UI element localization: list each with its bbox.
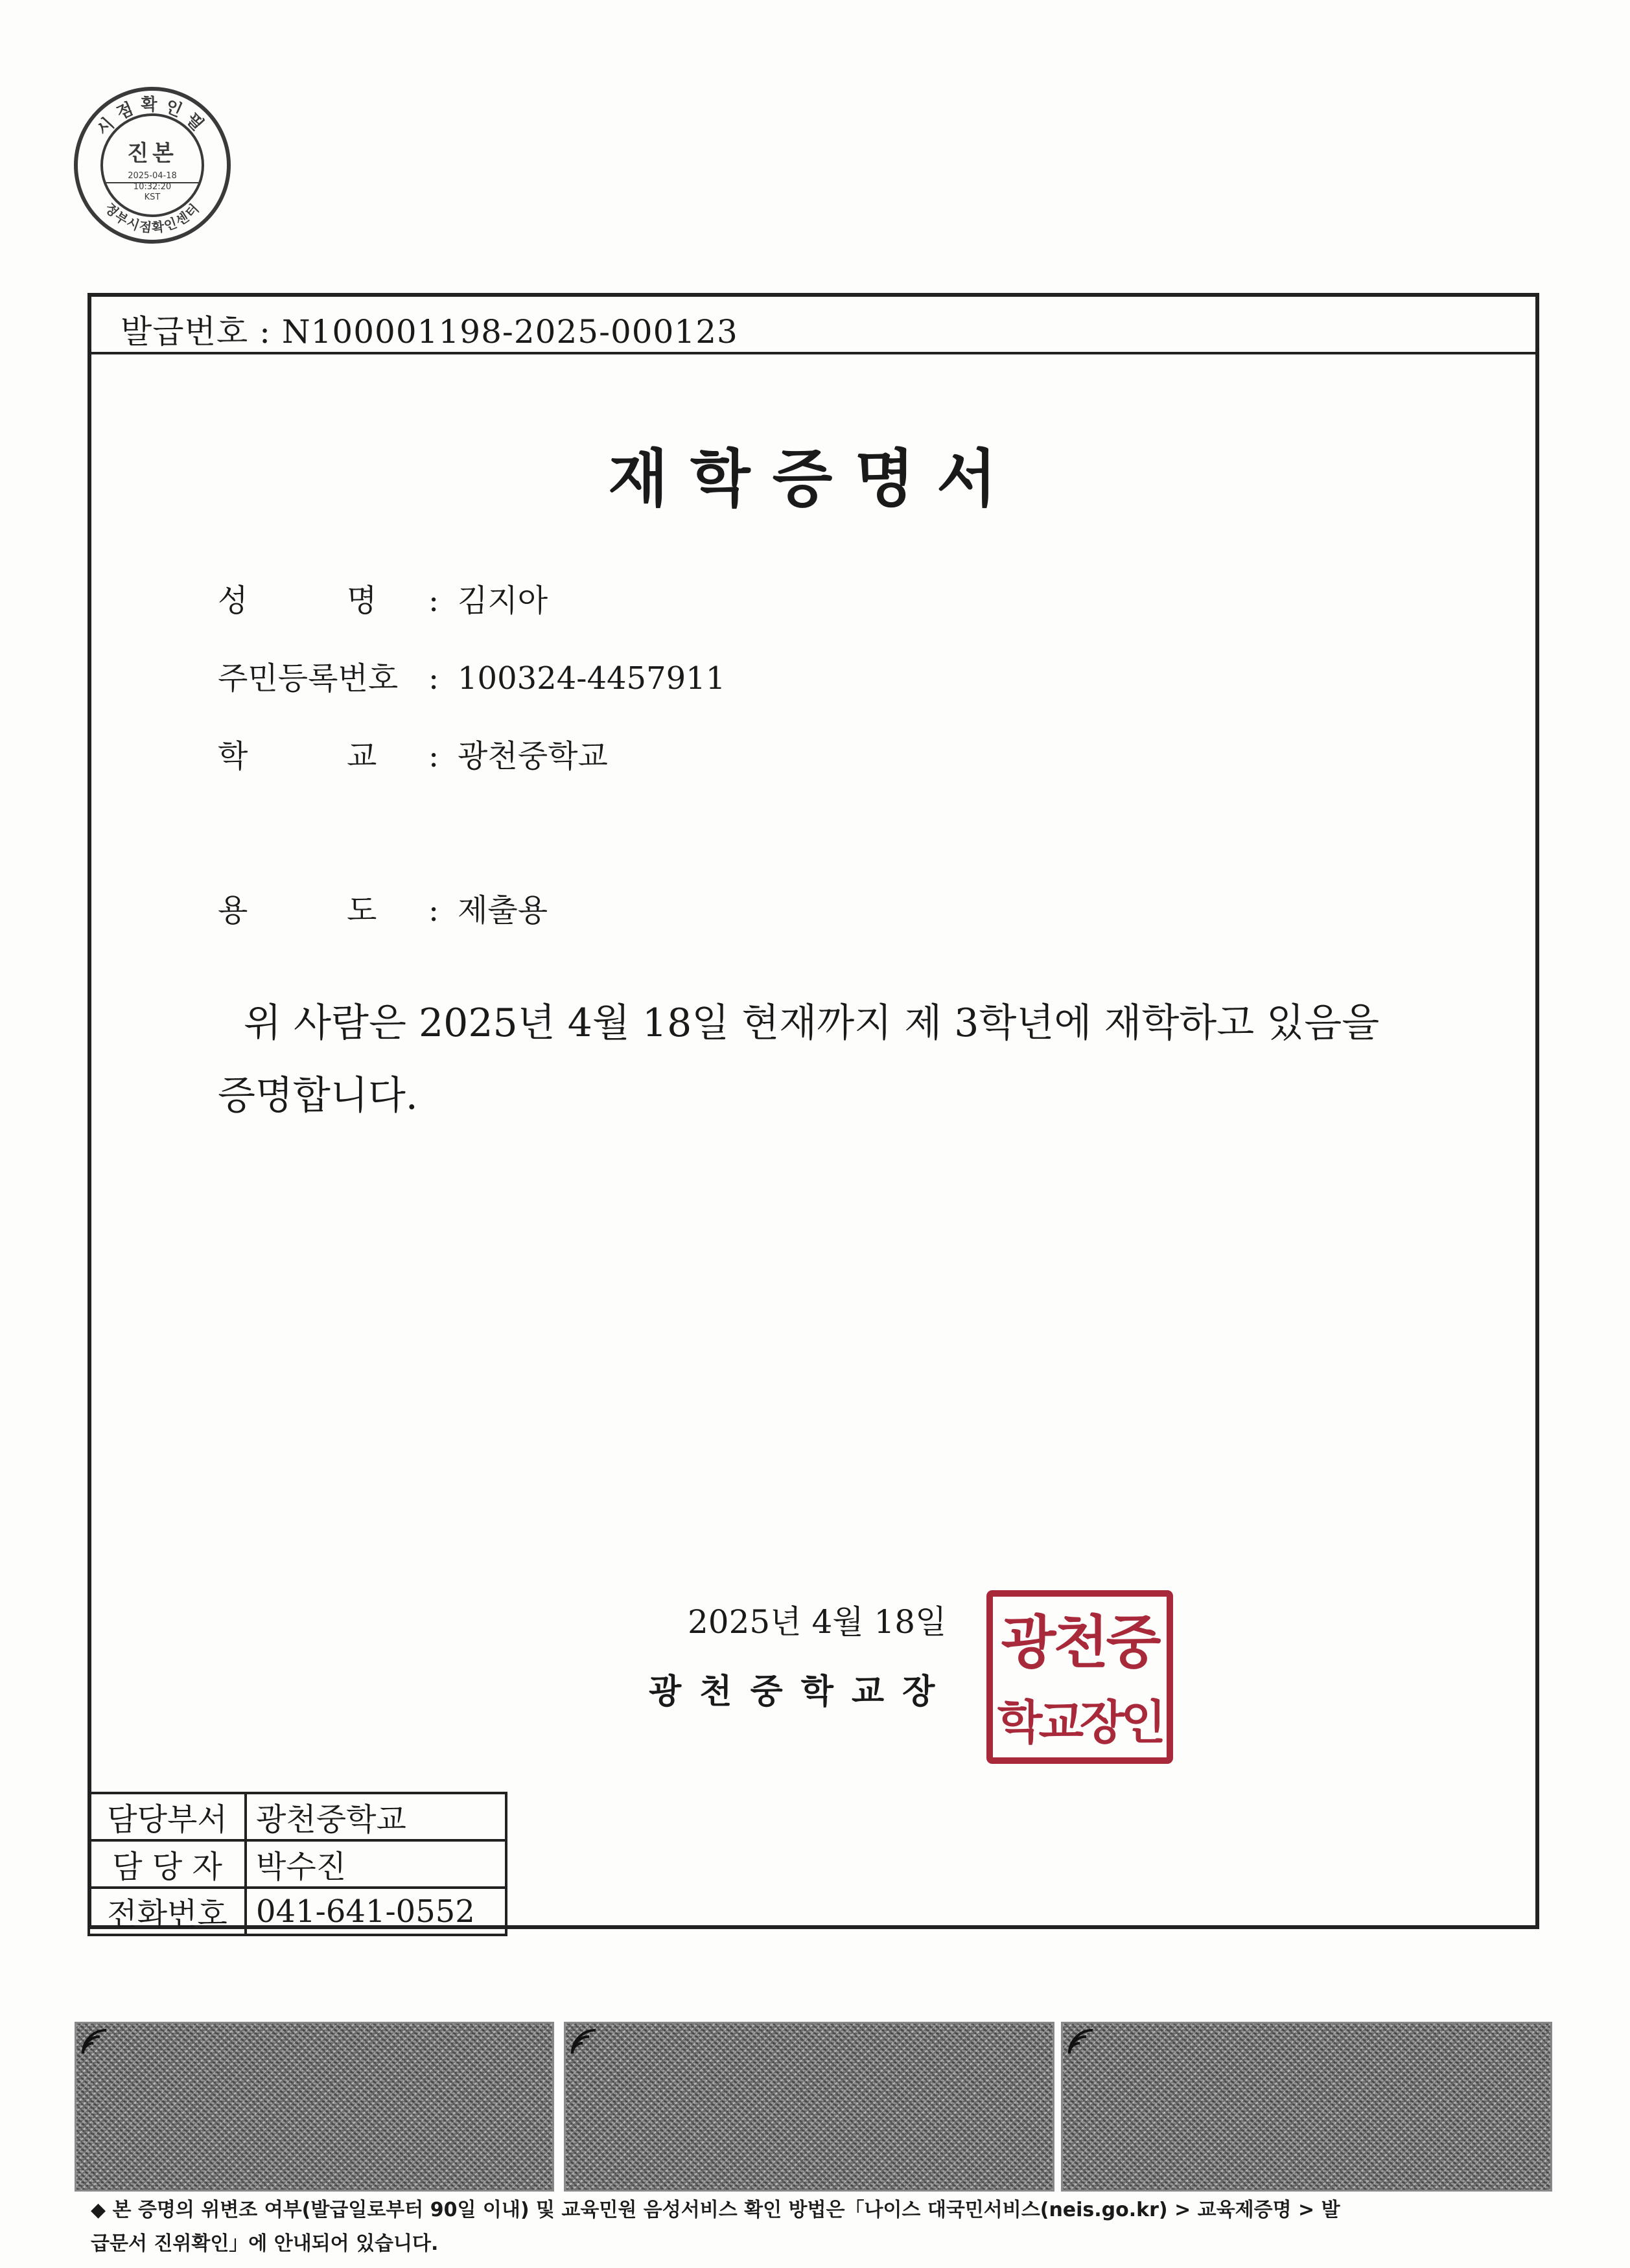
- audio-wave-icon: [1067, 2028, 1095, 2056]
- principal-title: 광천중학교장: [649, 1672, 953, 1711]
- issue-label: 발급번호: [121, 313, 249, 351]
- statement-line-1: 위 사람은 2025년 4월 18일 현재까지 제 3학년에 재학하고 있음을: [244, 1001, 1380, 1046]
- person-label: 담 당 자: [89, 1840, 246, 1888]
- field-name: [218, 575, 548, 620]
- issue-value: N100001198-2025-000123: [281, 313, 738, 351]
- field-rrn-label: 주민등록번호: [218, 660, 399, 697]
- field-purpose-value: 제출용: [458, 892, 548, 929]
- field-colon: :: [428, 583, 439, 619]
- verification-code-block: [1061, 2022, 1552, 2192]
- seal-line-1: 광천중: [1001, 1609, 1159, 1676]
- seal-time: 10:32:20: [133, 182, 172, 192]
- verification-codes: [75, 2022, 1552, 2192]
- notice-line-1: ◆ 본 증명의 위변조 여부(발급일로부터 90일 이내) 및 교육민원 음성서비스 확인 방법은「나이스 대국민서비스(neis.go.kr) > 교육제증명 > 발: [91, 2199, 1340, 2221]
- seal-ring-top: 시점확인필: [93, 95, 212, 140]
- issue-separator: :: [259, 313, 271, 351]
- contact-row-person: [89, 1840, 506, 1888]
- seal-zone: KST: [144, 192, 161, 202]
- field-name-value: 김지아: [458, 583, 548, 619]
- field-purpose-label: 용 도: [218, 892, 377, 929]
- contact-table: [87, 1792, 507, 1936]
- seal-center-text: 진본: [127, 141, 178, 167]
- verification-seal: [71, 84, 233, 246]
- issue-number: [121, 306, 738, 353]
- notice-line-2: 급문서 진위확인」에 안내되어 있습니다.: [91, 2232, 439, 2255]
- phone-label: 전화번호: [89, 1888, 246, 1935]
- certification-statement: [218, 987, 1482, 1132]
- field-school-value: 광천중학교: [458, 738, 608, 774]
- person-value: 박수진: [246, 1840, 506, 1888]
- field-rrn: [218, 653, 725, 698]
- field-colon: :: [428, 892, 439, 929]
- verification-notice: [91, 2193, 1536, 2261]
- document-title: 재학증명서: [608, 443, 1019, 515]
- field-rrn-value: 100324-4457911: [458, 660, 726, 697]
- certificate-frame: [87, 293, 1539, 1932]
- school-official-seal: [986, 1590, 1174, 1765]
- verification-code-block: [564, 2022, 1054, 2192]
- phone-value: 041-641-0552: [246, 1888, 506, 1935]
- seal-date: 2025-04-18: [128, 171, 177, 181]
- dept-value: 광천중학교: [246, 1793, 506, 1840]
- contact-row-dept: [89, 1793, 506, 1840]
- issue-number-row: [91, 297, 1535, 354]
- issue-date: 2025년 4월 18일: [688, 1603, 947, 1641]
- statement-line-2: 증명합니다.: [218, 1073, 418, 1118]
- dept-label: 담당부서: [89, 1793, 246, 1840]
- field-purpose: [218, 885, 548, 930]
- field-colon: :: [428, 660, 439, 697]
- verification-code-block: [75, 2022, 554, 2192]
- audio-wave-icon: [80, 2028, 109, 2056]
- field-colon: :: [428, 738, 439, 774]
- field-name-label: 성 명: [218, 583, 377, 619]
- svg-text:정부시점확인센터: [102, 200, 203, 236]
- seal-ring-bottom: 정부시점확인센터: [102, 200, 203, 236]
- field-school-label: 학 교: [218, 738, 377, 774]
- audio-wave-icon: [570, 2028, 598, 2056]
- seal-line-2: 학교장인: [997, 1695, 1163, 1750]
- contact-row-phone: [89, 1888, 506, 1935]
- field-school: [218, 731, 608, 776]
